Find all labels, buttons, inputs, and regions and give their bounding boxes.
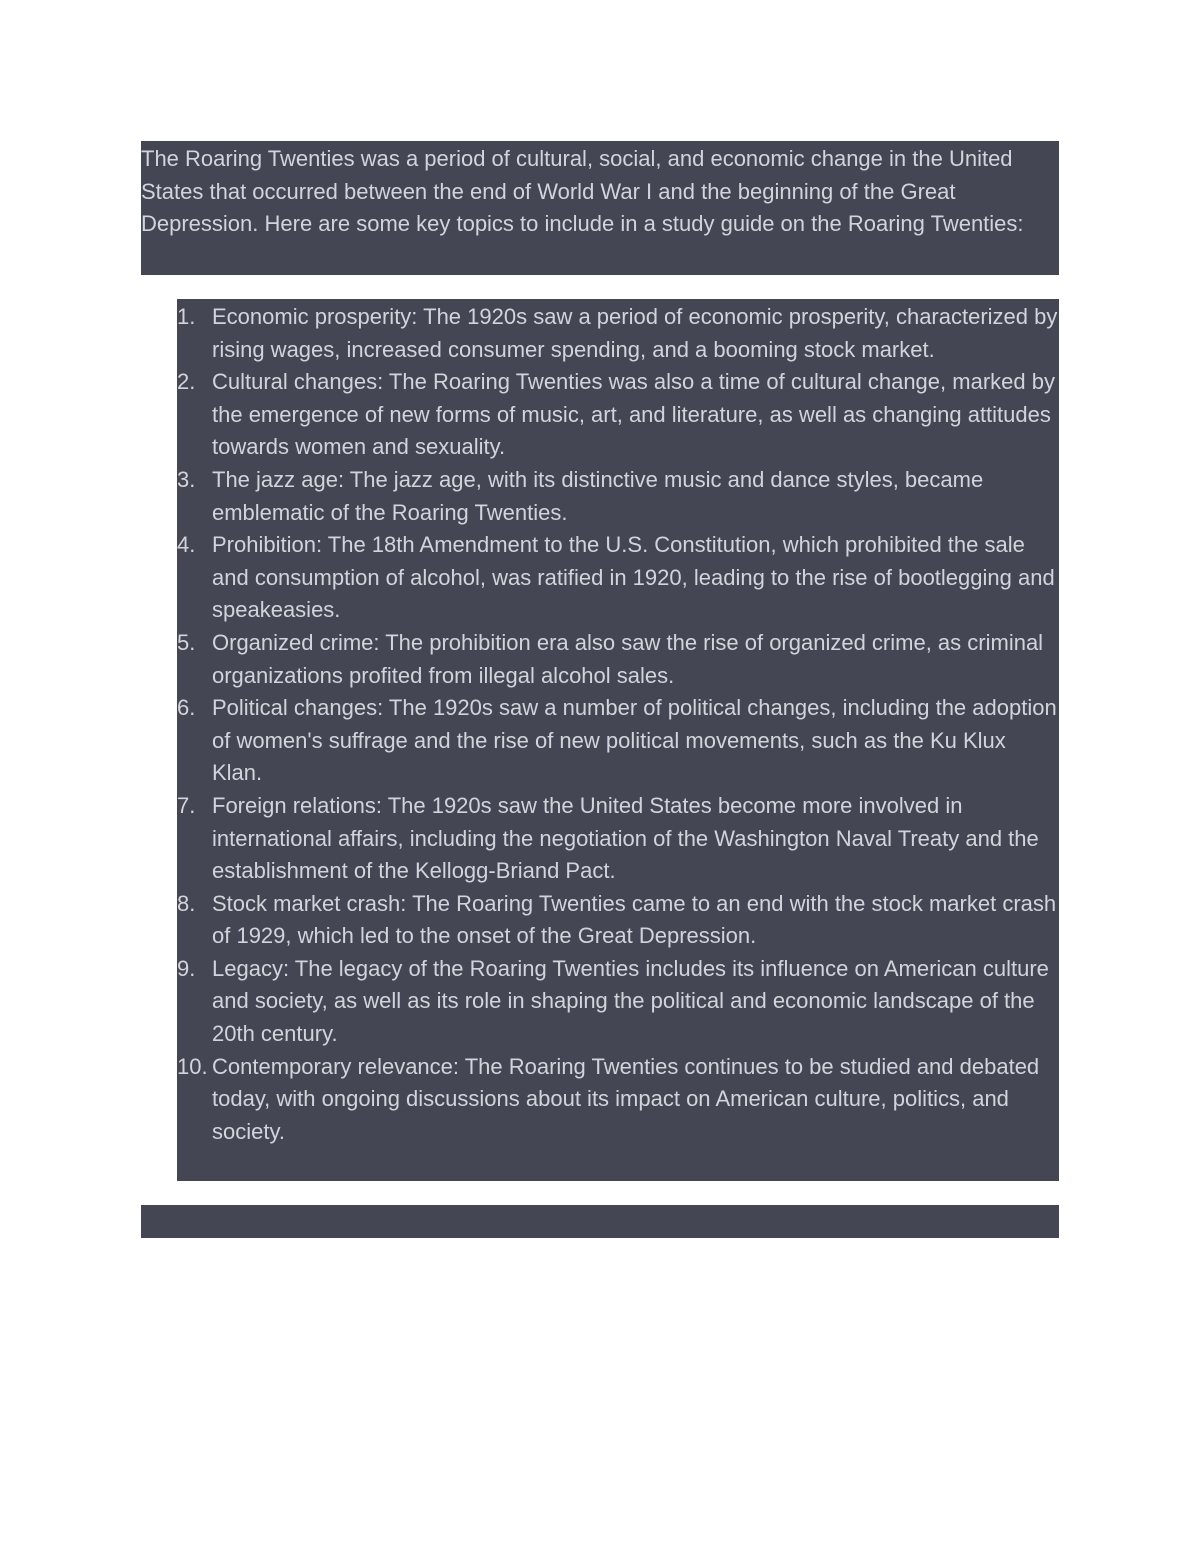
list-item <box>177 464 1059 529</box>
list-item-text: The jazz age: The jazz age, with its distinctive music and dance styles, became emblematic of the Roaring Twenties. <box>212 466 984 525</box>
list-item-text: Foreign relations: The 1920s saw the United States become more involved in international affairs, including the negotiation of the Washington Naval Treaty and the establishment of the Kellogg-Briand Pact. <box>212 792 1039 884</box>
list-item-number: 3. <box>177 466 196 492</box>
list-item-number: 7. <box>177 792 196 818</box>
list-item-number: 6. <box>177 695 196 721</box>
list-item-number: 10. <box>177 1053 208 1079</box>
list-item-text: Economic prosperity: The 1920s saw a period of economic prosperity, characterized by rising wages, increased consumer spending, and a booming stock market. <box>212 304 1058 362</box>
list-item-number: 9. <box>177 955 196 981</box>
list-item <box>177 692 1059 790</box>
list-item-text: Political changes: The 1920s saw a number of political changes, including the adoption of women's suffrage and the rise of new political movements, such as the Ku Klux Klan. <box>212 695 1057 786</box>
list-item-text: Legacy: The legacy of the Roaring Twenties includes its influence on American culture and society, as well as its role in shaping the political and economic landscape of the 20th century. <box>212 955 1049 1047</box>
list-item <box>177 301 1059 366</box>
list-item-number: 1. <box>177 304 196 329</box>
list-item <box>177 627 1059 692</box>
intro-paragraph: The Roaring Twenties was a period of cultural, social, and economic change in the United States that occurred between the end of World War I and the beginning of the Great Depression. Here are some key topics to include in a study guide on the Roaring Twenties: <box>141 141 1059 275</box>
empty-block <box>141 1205 1059 1238</box>
list-item-number: 8. <box>177 890 196 916</box>
topics-list-block <box>177 299 1059 1181</box>
list-item <box>177 366 1059 464</box>
list-item-number: 2. <box>177 369 196 395</box>
list-item <box>177 953 1059 1051</box>
list-item-text: Cultural changes: The Roaring Twenties was also a time of cultural change, marked by the emergence of new forms of music, art, and literature, as well as changing attitudes towards women and sexuality. <box>212 369 1055 460</box>
list-item <box>177 529 1059 627</box>
list-item <box>177 888 1059 953</box>
list-item-text: Stock market crash: The Roaring Twenties came to an end with the stock market crash of 1929, which led to the onset of the Great Depression. <box>212 890 1057 949</box>
list-item <box>177 790 1059 888</box>
topics-list <box>177 301 1059 1148</box>
list-item-text: Contemporary relevance: The Roaring Twenties continues to be studied and debated today, with ongoing discussions about its impact on American culture, politics, and society. <box>212 1053 1040 1144</box>
list-item-text: Organized crime: The prohibition era also saw the rise of organized crime, as criminal organizations profited from illegal alcohol sales. <box>212 629 1044 688</box>
list-item-number: 4. <box>177 532 196 558</box>
list-item-text: Prohibition: The 18th Amendment to the U.S. Constitution, which prohibited the sale and consumption of alcohol, was ratified in 1920, leading to the rise of bootlegging and speakeasies. <box>212 532 1055 623</box>
list-item <box>177 1051 1059 1149</box>
list-item-number: 5. <box>177 629 196 655</box>
